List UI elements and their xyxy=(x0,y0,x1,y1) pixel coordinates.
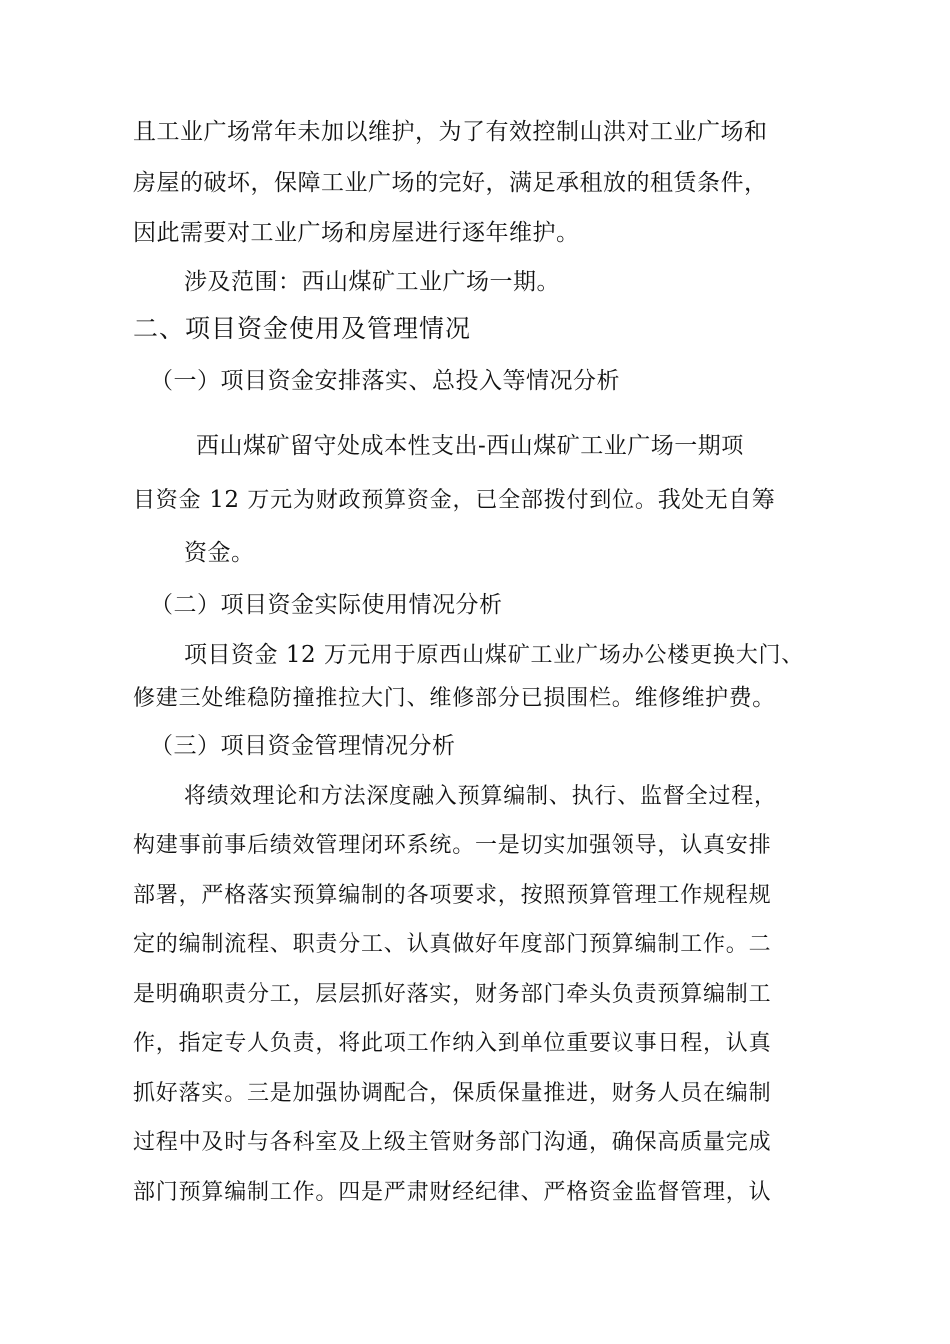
paragraph-line: 是明确职责分工，层层抓好落实，财务部门牵头负责预算编制工 xyxy=(133,982,772,1007)
subsection-heading: （二）项目资金实际使用情况分析 xyxy=(150,592,503,618)
paragraph-line: 且工业广场常年未加以维护，为了有效控制山洪对工业广场和 xyxy=(133,119,768,145)
paragraph-line: 房屋的破坏，保障工业广场的完好，满足承租放的租赁条件， xyxy=(133,170,768,196)
paragraph-line: 作，指定专人负责，将此项工作纳入到单位重要议事日程，认真 xyxy=(133,1031,772,1056)
paragraph-line: 资金。 xyxy=(184,540,255,566)
section-heading: 二、项目资金使用及管理情况 xyxy=(133,314,472,343)
paragraph-line xyxy=(133,485,775,516)
paragraph-line: 定的编制流程、职责分工、认真做好年度部门预算编制工作。二 xyxy=(133,932,772,957)
subsection-heading: （一）项目资金安排落实、总投入等情况分析 xyxy=(150,368,620,394)
paragraph-line: 因此需要对工业广场和房屋进行逐年维护。 xyxy=(133,220,580,246)
text-run: 万元 xyxy=(323,642,371,668)
text-run: 目资金 xyxy=(133,488,202,513)
text-run: 用于原西山煤矿工业广场办公楼更换大门、 xyxy=(370,643,805,668)
paragraph-line: 部门预算编制工作。四是严肃财经纪律、严格资金监督管理，认 xyxy=(133,1180,772,1205)
subsection-heading: （三）项目资金管理情况分析 xyxy=(150,733,456,759)
paragraph-line: 构建事前事后绩效管理闭环系统。一是切实加强领导，认真安排 xyxy=(133,833,772,858)
paragraph-line: 抓好落实。三是加强协调配合，保质保量推进，财务人员在编制 xyxy=(133,1081,772,1106)
amount-number: 12 xyxy=(285,642,317,668)
text-run: 万元为财政预算资金，已全部拨付到位。 xyxy=(247,488,658,513)
paragraph-line xyxy=(184,640,804,671)
paragraph-line xyxy=(133,683,776,714)
text-run: 修建三处维稳防撞推拉大门、维修部分已损围栏。 xyxy=(133,686,635,711)
paragraph-line: 过程中及时与各科室及上级主管财务部门沟通，确保高质量完成 xyxy=(133,1130,772,1155)
text-run: 项目资金 xyxy=(184,642,278,668)
paragraph-line: 部署，严格落实预算编制的各项要求，按照预算管理工作规程规 xyxy=(133,883,772,908)
text-run: 西山煤矿留守处成本性支出-西山煤矿工业广场一期 xyxy=(196,433,722,459)
paragraph-line xyxy=(196,431,744,462)
scope-line: 涉及范围：西山煤矿工业广场一期。 xyxy=(184,269,560,295)
amount-number: 12 xyxy=(209,487,240,513)
text-run: 我处无自筹 xyxy=(657,487,776,513)
paragraph-line: 将绩效理论和方法深度融入预算编制、执行、监督全过程， xyxy=(184,784,777,809)
text-run: 维修维护费。 xyxy=(634,685,776,711)
text-run: 项 xyxy=(721,434,745,459)
